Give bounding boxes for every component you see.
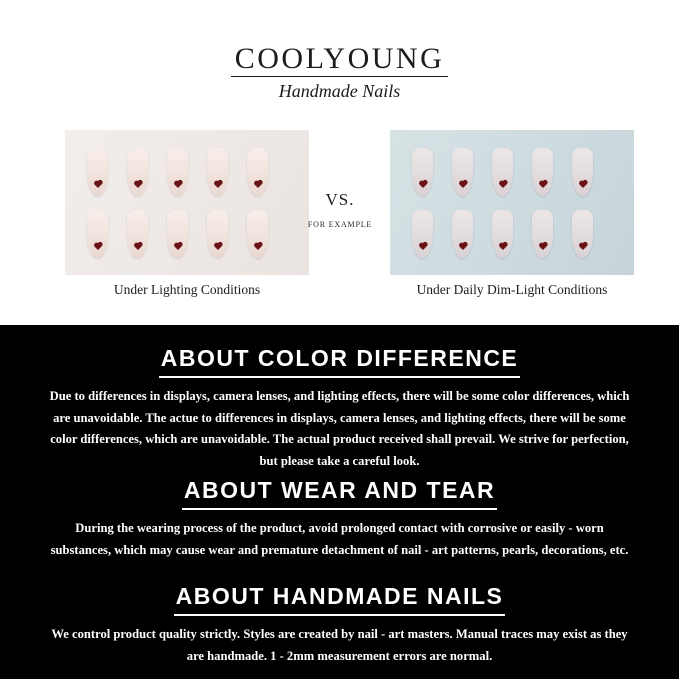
heart-icon xyxy=(214,181,221,188)
header-section xyxy=(0,0,679,325)
heart-icon xyxy=(419,243,426,250)
heart-icon xyxy=(539,243,546,250)
title-underline-divider xyxy=(231,76,448,77)
nail-sample xyxy=(572,148,593,196)
section-heading-wrap xyxy=(0,477,679,510)
section-heading: ABOUT WEAR AND TEAR xyxy=(182,477,497,510)
heart-icon xyxy=(174,243,181,250)
section-heading: ABOUT HANDMADE NAILS xyxy=(174,583,506,616)
heart-icon xyxy=(134,181,141,188)
section-handmade-nails xyxy=(0,583,679,667)
nail-sample xyxy=(532,210,553,258)
nail-sample xyxy=(247,210,268,258)
vs-separator xyxy=(300,190,380,229)
nail-sample xyxy=(167,148,188,196)
nail-sample xyxy=(207,148,228,196)
heart-icon xyxy=(254,243,261,250)
section-heading: ABOUT COLOR DIFFERENCE xyxy=(159,345,521,378)
nail-sample xyxy=(412,210,433,258)
heart-icon xyxy=(579,243,586,250)
heart-icon xyxy=(94,181,101,188)
nail-sample xyxy=(127,148,148,196)
nail-sample xyxy=(492,148,513,196)
nail-sample xyxy=(412,148,433,196)
heart-icon xyxy=(579,181,586,188)
heart-icon xyxy=(174,181,181,188)
nail-sample xyxy=(127,210,148,258)
vs-sublabel: FOR EXAMPLE xyxy=(307,220,373,229)
section-heading-wrap xyxy=(0,345,679,378)
nail-sample xyxy=(87,148,108,196)
caption-right: Under Daily Dim-Light Conditions xyxy=(416,282,608,297)
nail-sample xyxy=(452,210,473,258)
photo-under-lighting xyxy=(65,130,309,275)
nail-sample xyxy=(207,210,228,258)
nail-sample xyxy=(452,148,473,196)
heart-icon xyxy=(134,243,141,250)
section-heading-wrap xyxy=(0,583,679,616)
nail-sample xyxy=(167,210,188,258)
section-body: During the wearing process of the product, avoid prolonged contact with corrosive or easily - worn substances, which may cause wear and premature detachment of nail - art patterns, pearls, decorations, etc. xyxy=(50,521,629,557)
heart-icon xyxy=(419,181,426,188)
info-section xyxy=(0,325,679,679)
heart-icon xyxy=(254,181,261,188)
vs-label: VS. xyxy=(325,190,355,209)
section-color-difference xyxy=(0,345,679,473)
heart-icon xyxy=(459,181,466,188)
brand-title: COOLYOUNG xyxy=(234,42,445,75)
brand-subtitle: Handmade Nails xyxy=(278,81,401,101)
nail-sample xyxy=(532,148,553,196)
caption-left: Under Lighting Conditions xyxy=(113,282,261,297)
heart-icon xyxy=(539,181,546,188)
section-body: Due to differences in displays, camera lenses, and lighting effects, there will be some color differences, which are unavoidable. The actue to differences in displays, camera lenses, and lighting effects, there will be some color differences, which are unavoidable. The actual product received shall prevail. We strive for perfection, but please take a careful look. xyxy=(49,389,630,468)
heart-icon xyxy=(459,243,466,250)
nail-sample xyxy=(247,148,268,196)
section-wear-and-tear xyxy=(0,477,679,561)
photo-under-dim-light xyxy=(390,130,634,275)
nail-sample xyxy=(492,210,513,258)
heart-icon xyxy=(214,243,221,250)
heart-icon xyxy=(499,181,506,188)
nail-sample xyxy=(572,210,593,258)
heart-icon xyxy=(499,243,506,250)
nail-sample xyxy=(87,210,108,258)
section-body: We control product quality strictly. Styles are created by nail - art masters. Manual traces may exist as they are handmade. 1 - 2mm measurement errors are normal. xyxy=(51,627,628,663)
heart-icon xyxy=(94,243,101,250)
